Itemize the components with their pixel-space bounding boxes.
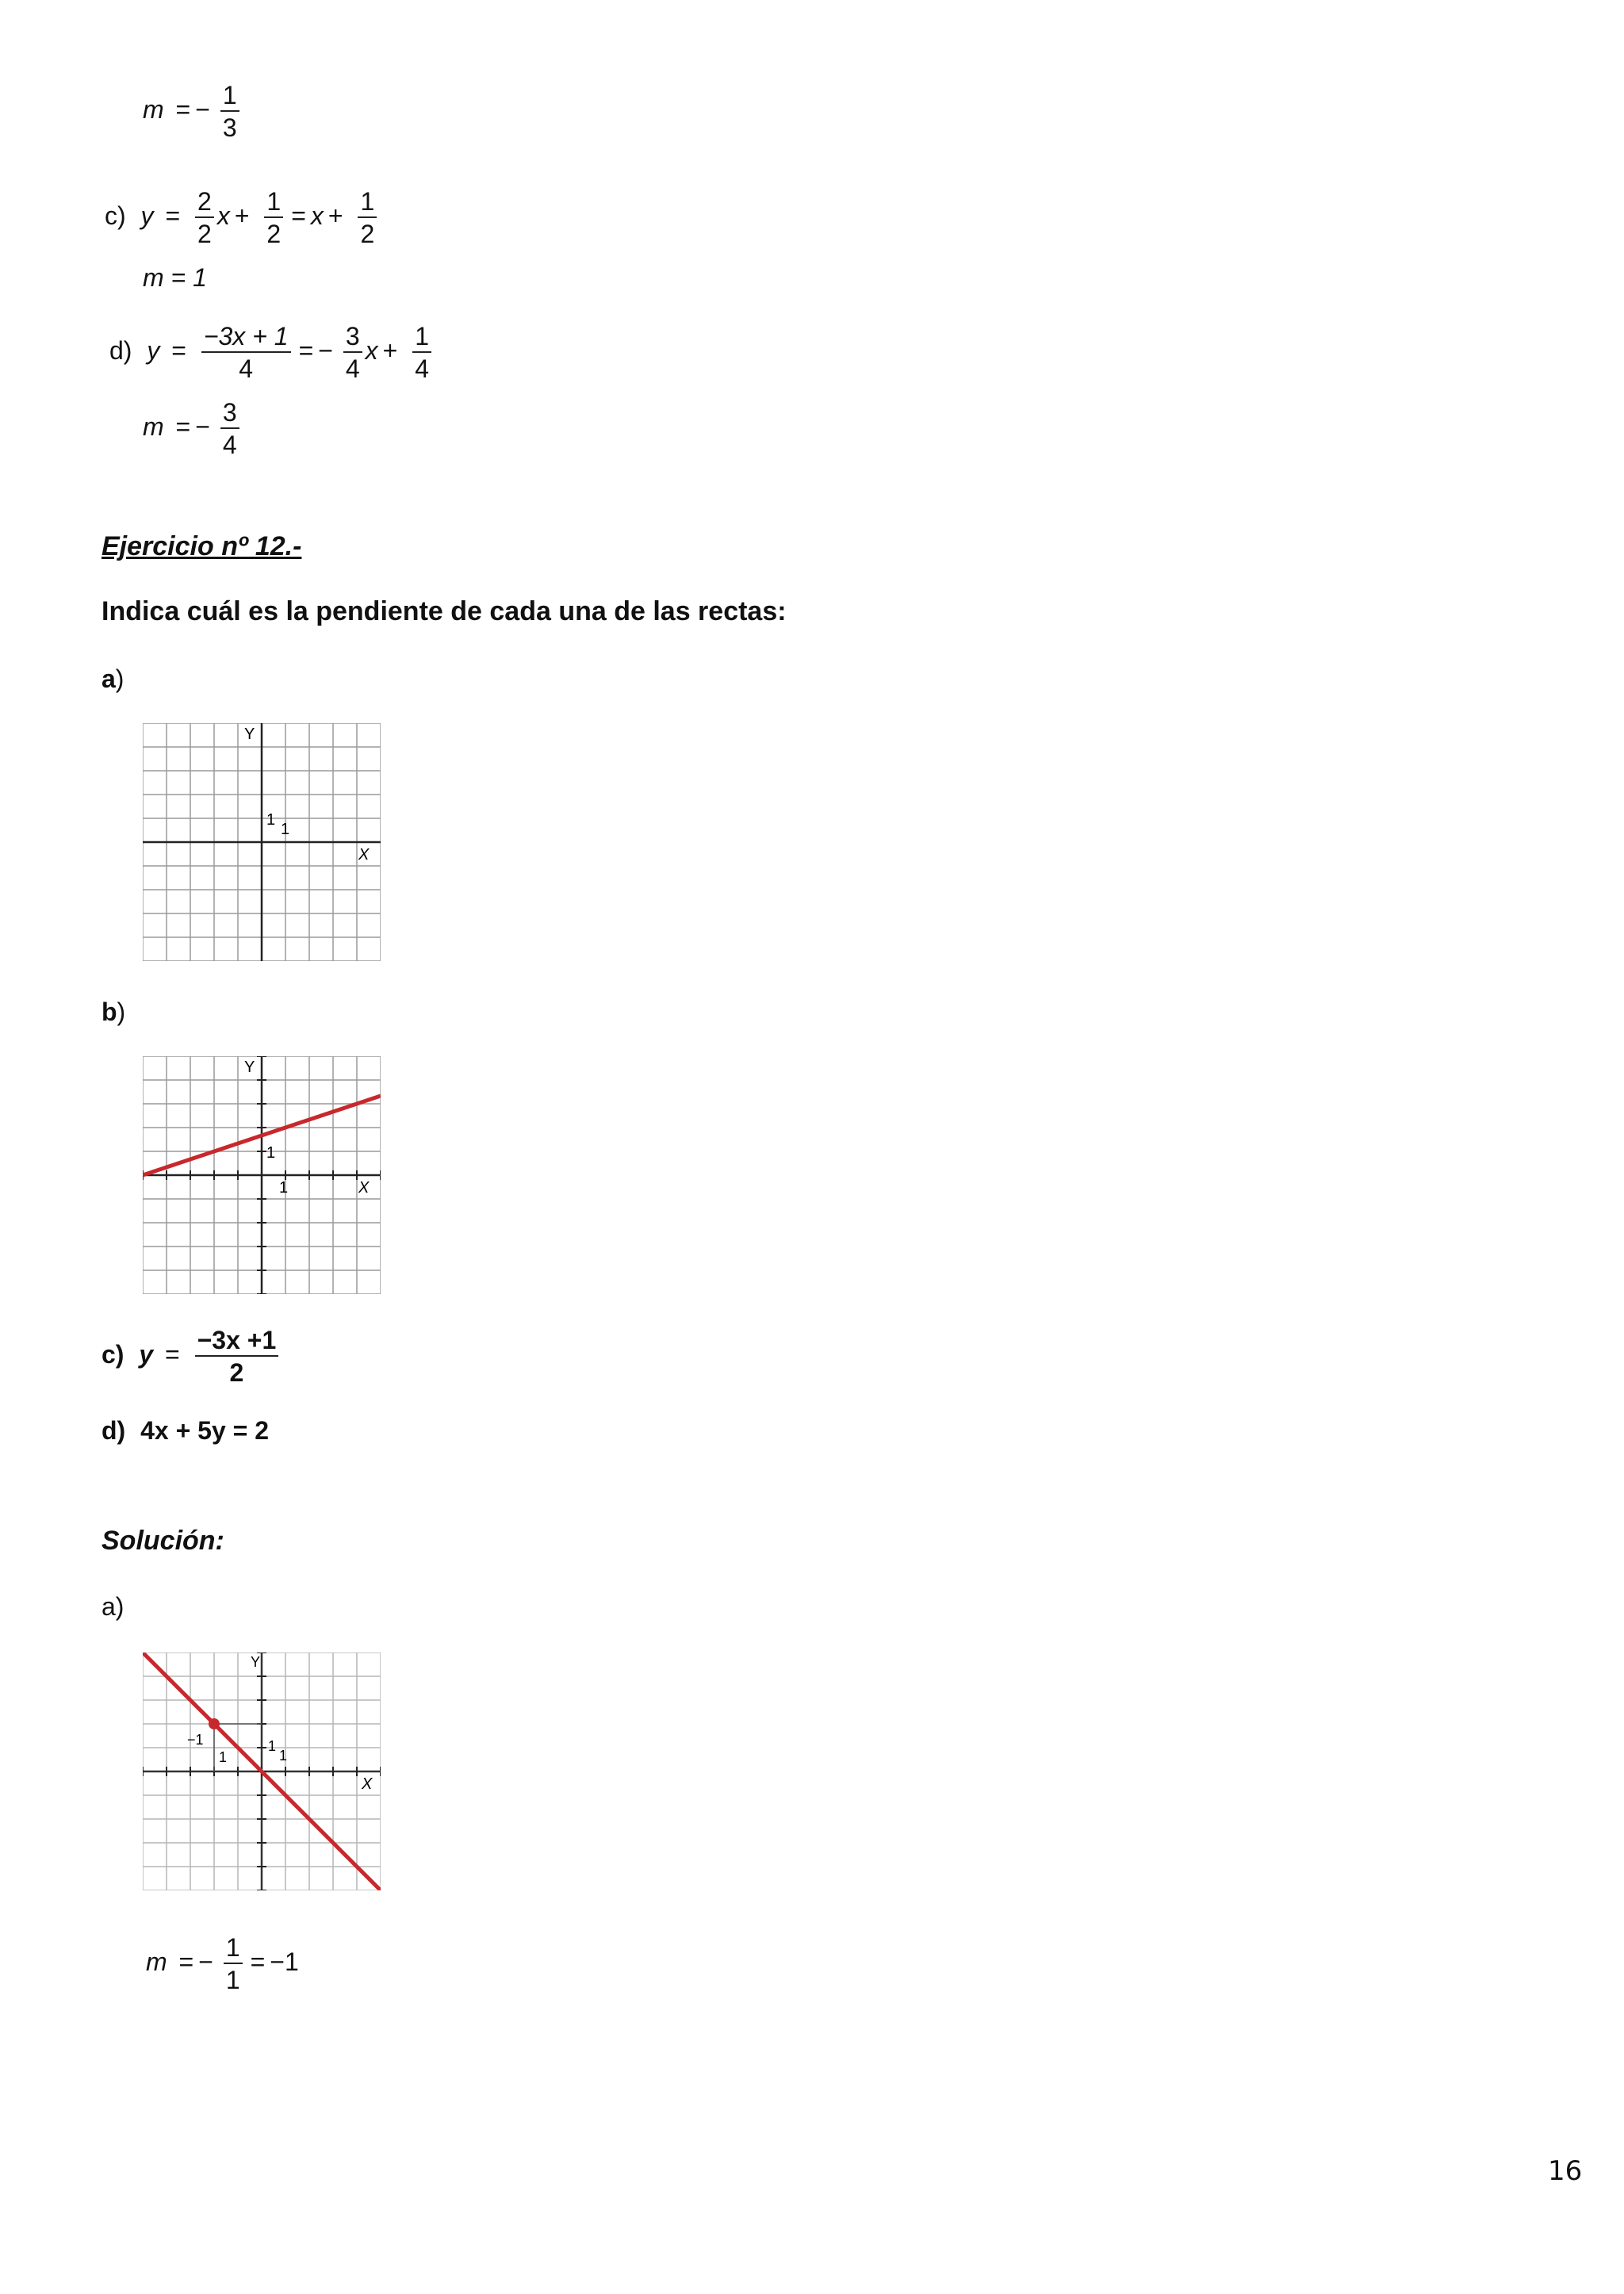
tick-label-one-left: 1 [219, 1749, 228, 1765]
numerator: 1 [224, 1935, 243, 1964]
var-y: y [139, 1339, 154, 1369]
fraction [264, 189, 283, 247]
numerator: −3x +1 [195, 1327, 279, 1357]
item-c-expression [102, 1327, 282, 1385]
x-axis-label: X [362, 1775, 373, 1793]
numerator: 3 [343, 324, 362, 353]
denominator: 4 [239, 354, 254, 383]
equation-d: 4x + 5y = 2 [140, 1416, 270, 1445]
equals-sign: = [178, 1947, 194, 1976]
var-y: y [147, 335, 160, 365]
plus-sign: + [327, 201, 343, 230]
var-m: m [143, 94, 164, 124]
denominator: 2 [229, 1358, 244, 1387]
fraction [224, 1935, 243, 1993]
item-d-expression [102, 1418, 269, 1443]
item-b-label: b) [102, 998, 126, 1026]
exercise-prompt: Indica cuál es la pendiente de cada una de las rectas: [102, 596, 787, 626]
x-axis-label: X [358, 1179, 370, 1197]
denominator: 2 [197, 220, 212, 248]
fraction [201, 324, 291, 381]
y-axis-label: Y [244, 1059, 255, 1076]
tick-label-x-one: 1 [281, 821, 290, 838]
var-m: m [143, 412, 164, 441]
x-axis-label: X [358, 846, 370, 864]
denominator: 2 [266, 220, 282, 248]
solution-graph-a [143, 1653, 381, 1890]
numerator: 1 [358, 189, 377, 218]
fraction [358, 189, 377, 247]
minus-sign: − [318, 335, 333, 365]
slope-result: −1 [270, 1947, 299, 1976]
fraction [343, 324, 362, 381]
tick-label-minus-one: −1 [187, 1732, 204, 1748]
equals-sign: = [165, 1339, 180, 1369]
tick-label-y-one: 1 [266, 1144, 276, 1162]
page-number: 16 [1548, 2155, 1583, 2187]
solution-title: Solución: [102, 1526, 224, 1556]
point-marker [209, 1718, 220, 1729]
solution-slope-expression [146, 1935, 299, 1993]
plus-sign: + [382, 335, 398, 365]
minus-sign: − [198, 1947, 213, 1976]
equals-sign: = [165, 201, 181, 230]
fraction [412, 324, 431, 381]
tick-label-x-one: 1 [279, 1748, 288, 1764]
slope-d-expression [143, 400, 243, 458]
equation-d [109, 324, 435, 381]
equals-sign: = [291, 201, 306, 230]
var-m: m [146, 1947, 167, 1976]
tick-label-y-one: 1 [268, 1738, 277, 1754]
denominator: 4 [345, 354, 360, 383]
y-axis-label: Y [244, 726, 255, 743]
equals-sign: = [250, 1947, 266, 1976]
solution-a-label: a) [102, 1592, 124, 1621]
y-axis-label: Y [251, 1654, 261, 1670]
denominator: 1 [225, 1966, 240, 1994]
graph-a [143, 723, 381, 961]
numerator: 2 [195, 189, 214, 218]
fraction [195, 1327, 279, 1385]
item-label: c) [105, 201, 126, 230]
equals-sign: = [175, 412, 191, 441]
minus-sign: − [195, 94, 210, 124]
slope-c: m = 1 [143, 263, 207, 292]
tick-label-x-one: 1 [279, 1179, 289, 1197]
denominator: 3 [222, 113, 237, 142]
fraction [220, 400, 239, 458]
equals-sign: = [298, 335, 314, 365]
numerator: 1 [412, 324, 431, 353]
item-label: d) [109, 335, 132, 365]
denominator: 4 [415, 354, 429, 383]
exercise-title: Ejercicio nº 12.- [102, 531, 302, 561]
denominator: 4 [222, 431, 237, 459]
numerator: 1 [264, 189, 283, 218]
equals-sign: = [171, 335, 186, 365]
item-a-label: a) [102, 664, 124, 693]
slope-b-expression [143, 82, 243, 140]
tick-label-y-one: 1 [266, 811, 276, 829]
numerator: −3x + 1 [201, 324, 291, 353]
numerator: 3 [220, 400, 239, 429]
item-d-label: d) [102, 1416, 126, 1445]
plus-sign: + [234, 201, 250, 230]
var-x: x [310, 201, 324, 230]
minus-sign: − [195, 412, 210, 441]
equals-sign: = [175, 94, 191, 124]
item-c-label: c) [102, 1339, 124, 1369]
var-y: y [140, 201, 154, 230]
denominator: 2 [360, 220, 375, 248]
var-x: x [216, 201, 230, 230]
fraction [195, 189, 214, 247]
var-x: x [365, 335, 378, 365]
graph-b [143, 1056, 381, 1294]
fraction [220, 82, 239, 140]
numerator: 1 [220, 82, 239, 112]
equation-c [105, 189, 380, 247]
